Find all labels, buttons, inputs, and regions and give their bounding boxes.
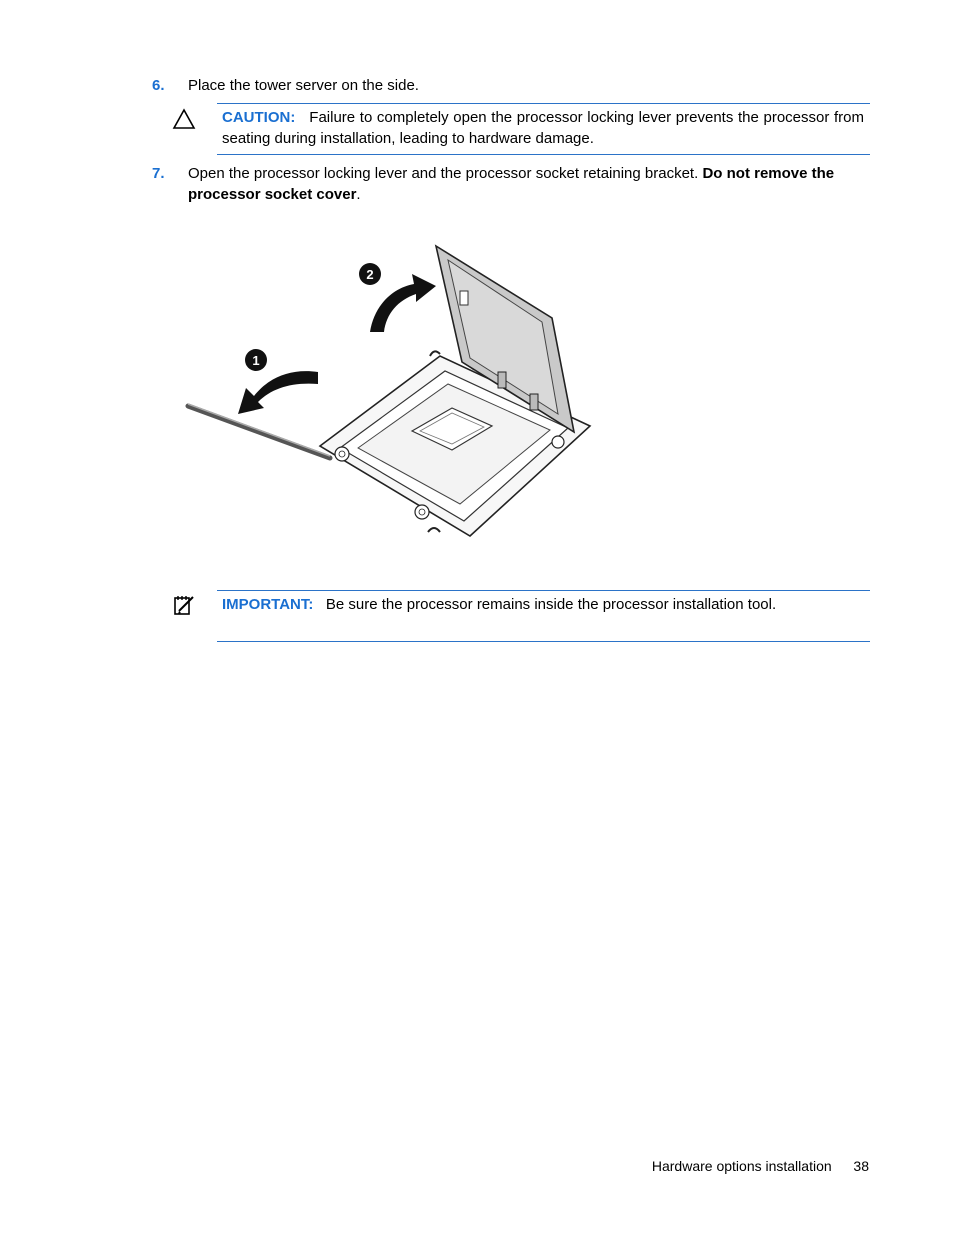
important-top-rule bbox=[217, 590, 870, 591]
step-number: 7. bbox=[152, 165, 165, 182]
caution-bottom-rule bbox=[217, 154, 870, 155]
step-text-end: . bbox=[356, 186, 361, 203]
caution-top-rule bbox=[217, 103, 870, 104]
page-footer bbox=[652, 1158, 869, 1174]
caution-callout bbox=[222, 107, 864, 149]
step-number: 6. bbox=[152, 77, 165, 94]
caution-label: CAUTION: bbox=[222, 109, 296, 126]
caution-text: Failure to completely open the processor locking lever prevents the processor from seating during installation, leading to hardware damage. bbox=[222, 109, 864, 147]
step-text bbox=[188, 163, 858, 205]
step-text: Place the tower server on the side. bbox=[188, 77, 419, 94]
important-label: IMPORTANT: bbox=[222, 596, 314, 613]
important-bottom-rule bbox=[217, 641, 870, 642]
important-callout bbox=[222, 594, 864, 615]
footer-section: Hardware options installation bbox=[651, 1158, 832, 1174]
callout-1: 1 bbox=[252, 353, 260, 368]
callout-2: 2 bbox=[366, 267, 374, 282]
step-text-plain: Open the processor locking lever and the processor socket retaining bracket. bbox=[188, 165, 703, 182]
processor-socket-figure bbox=[180, 236, 600, 556]
important-text: Be sure the processor remains inside the processor installation tool. bbox=[325, 596, 777, 613]
step-text-bold: Do not remove the processor socket cover bbox=[188, 165, 835, 203]
warning-triangle-icon bbox=[172, 108, 196, 135]
important-note-icon bbox=[172, 593, 196, 622]
page-number: 38 bbox=[853, 1158, 869, 1174]
